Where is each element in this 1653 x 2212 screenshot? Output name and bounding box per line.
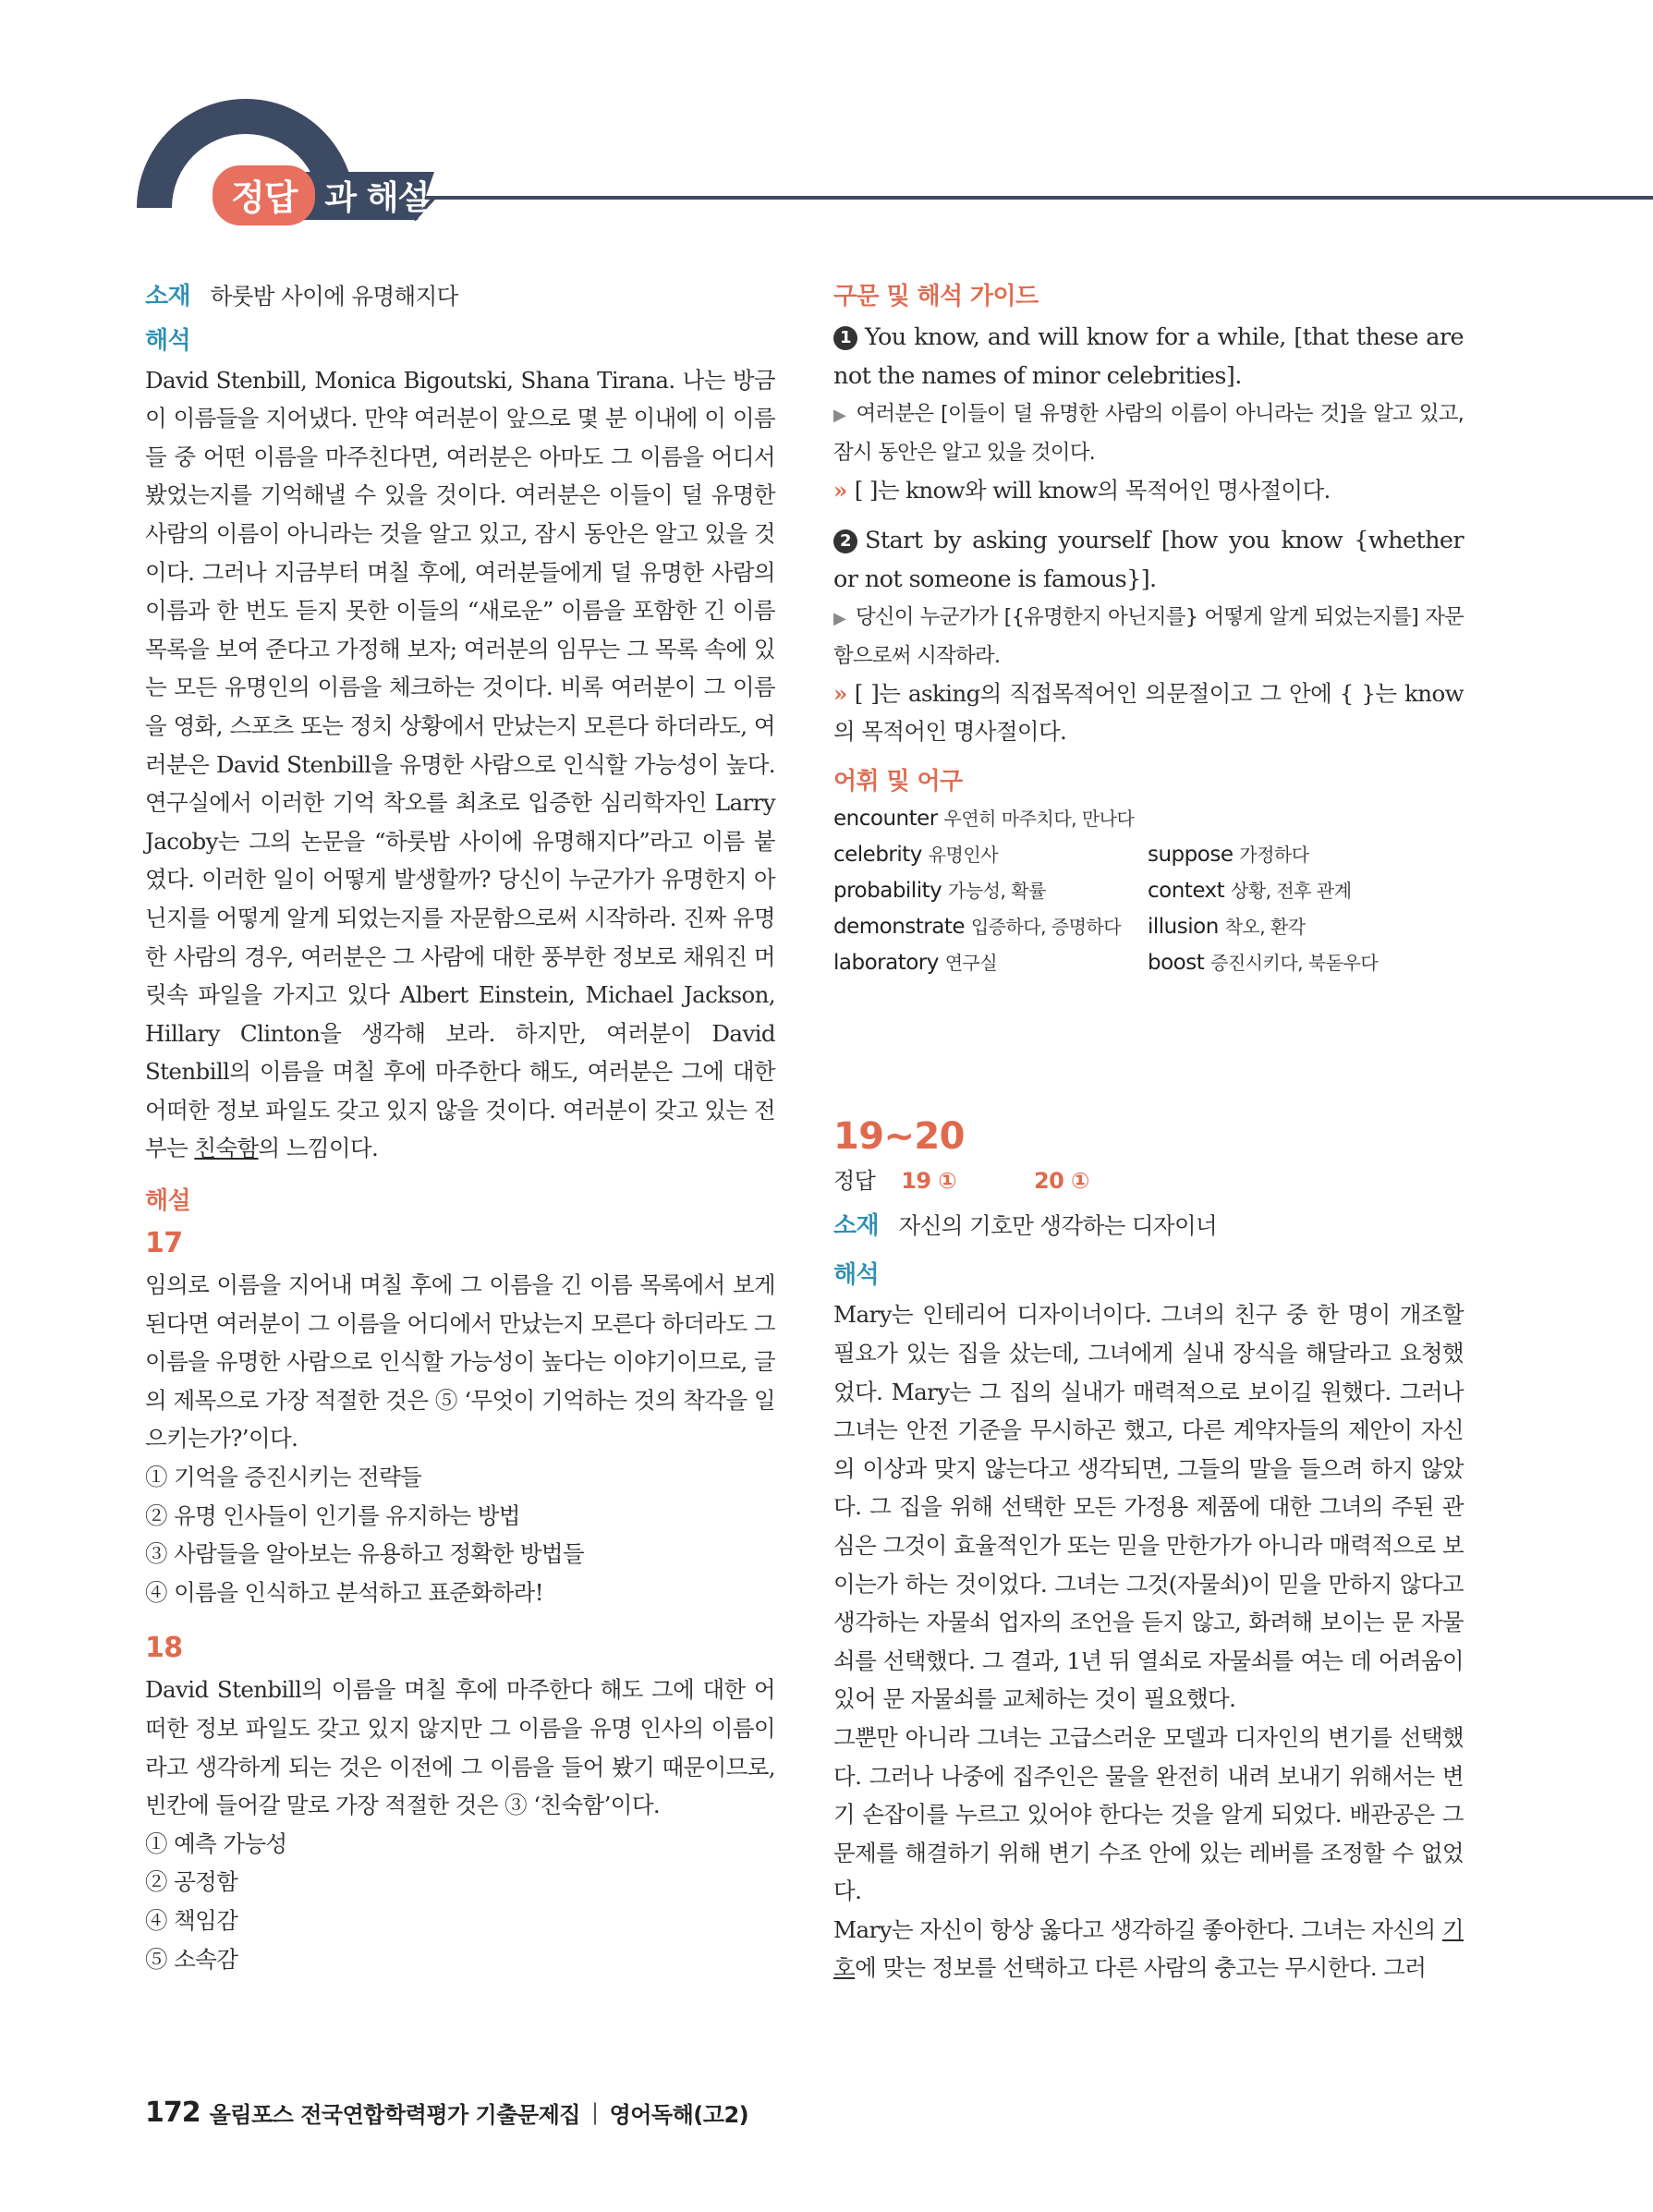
question-18-options [145, 1825, 775, 1978]
vocab-word: probability [833, 878, 942, 903]
subject-title: 영어독해(고2) [609, 2101, 749, 2128]
footer-divider: | [590, 2099, 599, 2125]
translation-end: 의 느낌이다. [258, 1135, 379, 1162]
question-17-explanation: 임의로 이름을 지어내 며칠 후에 그 이름을 긴 이름 목록에서 보게 된다면 여러분이 그 이름을 어디에서 만났는지 모른다 하더라도 그 이름을 유명한 사람으로 인식할 가능성이 높다는 이야기이므로, 글의 제목으로 가장 적절한 것은 ⑤ ‘무엇이 기억하는 것의 착각을 일으키는가?’이다. [145, 1271, 775, 1452]
vocab-meaning: 연구실 [944, 951, 998, 974]
vocab-meaning: 착오, 환각 [1224, 915, 1306, 938]
header-title-rest: 과 해설 [324, 178, 430, 217]
guide-1-note-text: [ ]는 know와 will know의 목적어인 명사절이다. [854, 477, 1331, 504]
vocab-meaning: 우연히 마주치다, 만나다 [943, 807, 1135, 830]
left-column [145, 277, 775, 1978]
page-header [0, 0, 1653, 240]
question-19-20-number: 19~20 [833, 1114, 965, 1158]
vocab-item [833, 837, 1148, 873]
right-column [833, 277, 1464, 1987]
guide-2-english [833, 521, 1464, 599]
translation-paragraph-1: Mary는 인테리어 디자이너이다. 그녀의 친구 중 한 명이 개조할 필요가 있는 집을 샀는데, 그녀에게 실내 장식을 해달라고 요청했었다. Mary는 그 집의 실내가 매력적으로 보이길 원했다. 그러나 그녀는 안전 기준을 무시하곤 했고, 다른 계약자들의 제안이 자신의 이상과 맞지 않는다고 생각되면, 그들의 말을 들으려 하지 않았다. 그 집을 위해 선택한 모든 가정용 제품에 대한 그녀의 주된 관심은 그것이 효율적인가 또는 믿을 만한가가 아니라 매력적으로 보이는가 하는 것이었다. 그녀는 그것(자물쇠)이 믿을 만하지 않다고 생각하는 자물쇠 업자의 조언을 듣지 않고, 화려해 보이는 문 자물쇠를 선택했다. 그 결과, 1년 뒤 열쇠로 자물쇠를 여는 데 어려움이 있어 문 자물쇠를 교체하는 것이 필요했다. [833, 1301, 1464, 1713]
underlined-word: 친숙함 [194, 1135, 259, 1162]
vocab-meaning: 증진시키다, 북돋우다 [1210, 951, 1379, 974]
topic-text: 하룻밤 사이에 유명해지다 [210, 283, 458, 310]
page-footer [145, 2094, 748, 2131]
vocab-word: celebrity [833, 842, 922, 867]
number-1-icon: 1 [833, 326, 857, 350]
vocab-item [1148, 873, 1462, 909]
vocab-item [1148, 945, 1462, 981]
guide-2-translation: 당신이 누군가가 [{유명한지 아닌지를} 어떻게 알게 되었는지를] 자문함으로써 시작하라. [833, 604, 1464, 668]
vocab-word: illusion [1148, 914, 1219, 939]
option-item: ⑤ 소속감 [145, 1945, 238, 1973]
triangle-icon: ▶ [833, 406, 847, 425]
vocab-title: 어휘 및 어구 [833, 767, 963, 796]
vocab-meaning: 가능성, 확률 [948, 879, 1046, 902]
question-17-number: 17 [145, 1227, 183, 1260]
vocab-meaning: 가정하다 [1239, 843, 1309, 866]
guide-item-1 [833, 318, 1464, 510]
vocab-item [833, 945, 1148, 981]
answer-20: 20 ① [1034, 1167, 1089, 1194]
translation-paragraph-3 [833, 1911, 1464, 1987]
option-item: ① 기억을 증진시키는 전략들 [145, 1464, 422, 1491]
guide-2-korean [833, 599, 1464, 675]
guide-2-note-text: [ ]는 asking의 직접목적어인 의문절이고 그 안에 { }는 know의 목적어인 명사절이다. [833, 679, 1464, 746]
answer-label: 정답 [833, 1167, 876, 1194]
vocab-list [833, 801, 1464, 981]
option-item: ③ 사람들을 알아보는 유용하고 정확한 방법들 [145, 1540, 585, 1568]
translation-label: 해석 [833, 1261, 880, 1290]
underlined-word: 기호 [833, 1915, 1464, 1982]
page-number: 172 [145, 2096, 201, 2129]
translation-paragraph-2: 그뿐만 아니라 그녀는 고급스러운 모델과 디자인의 변기를 선택했다. 그러나 나중에 집주인은 물을 완전히 내려 보내기 위해서는 변기 손잡이를 누르고 있어야 한다는 것을 알게 되었다. 배관공은 그 문제를 해결하기 위해 변기 수조 안에 있는 레버를 조정할 수 없었다. [833, 1723, 1464, 1905]
vocab-meaning: 입증하다, 증명하다 [970, 915, 1122, 938]
syntax-guide-title: 구문 및 해석 가이드 [833, 283, 1039, 310]
double-arrow-icon: » [833, 477, 847, 504]
guide-item-2 [833, 521, 1464, 751]
topic-line [145, 277, 775, 317]
topic-label: 소재 [833, 1211, 880, 1240]
paragraph-3-end: 에 맞는 정보를 선택하고 다른 사람의 충고는 무시한다. 그러 [855, 1954, 1427, 1982]
vocab-item [833, 801, 1462, 837]
option-item: ④ 책임감 [145, 1906, 238, 1934]
vocab-item [833, 873, 1148, 909]
question-18-explanation: David Stenbill의 이름을 며칠 후에 마주한다 해도 그에 대한 어떠한 정보 파일도 갖고 있지 않지만 그 이름을 유명 인사의 이름이라고 생각하게 되는 것은 이전에 그 이름을 들어 봤기 때문이므로, 빈칸에 들어갈 말로 가장 적절한 것은 ③ ‘친숙함’이다. [145, 1676, 775, 1819]
topic-line-19-20 [833, 1207, 1464, 1246]
number-2-icon: 2 [833, 529, 857, 553]
option-item: ④ 이름을 인식하고 분석하고 표준화하라! [145, 1578, 543, 1606]
topic-label: 소재 [145, 283, 191, 310]
vocab-item [1148, 909, 1462, 945]
vocab-word: laboratory [833, 950, 939, 975]
answer-row [833, 1162, 1464, 1199]
vocab-word: demonstrate [833, 914, 966, 939]
guide-1-sentence: You know, and will know for a while, [that these are not the names of minor celebrities]. [833, 323, 1464, 390]
question-18-number: 18 [145, 1632, 183, 1665]
vocab-word: suppose [1148, 842, 1234, 867]
triangle-icon: ▶ [833, 608, 846, 628]
book-title: 올림포스 전국연합학력평가 기출문제집 [209, 2101, 580, 2128]
vocab-word: boost [1148, 950, 1205, 975]
question-17-options [145, 1458, 775, 1611]
answer-badge: 정답 [213, 165, 315, 225]
guide-2-sentence: Start by asking yourself [how you know {whether or not someone is famous}]. [833, 526, 1464, 593]
answer-19: 19 ① [901, 1167, 956, 1194]
double-arrow-icon: » [833, 679, 847, 707]
vocab-item [833, 909, 1148, 945]
guide-2-note [833, 675, 1464, 751]
vocab-item [1148, 837, 1462, 873]
option-item: ② 공정함 [145, 1868, 238, 1896]
topic-text: 자신의 기호만 생각하는 디자이너 [898, 1211, 1218, 1239]
vocab-word: context [1148, 878, 1225, 903]
option-item: ② 유명 인사들이 인기를 유지하는 방법 [145, 1501, 520, 1529]
guide-1-translation: 여러분은 [이들이 덜 유명한 사람의 이름이 아니라는 것]을 알고 있고, 잠시 동안은 알고 있을 것이다. [833, 402, 1464, 465]
translation-text: David Stenbill, Monica Bigoutski, Shana Tirana. 나는 방금 이 이름들을 지어냈다. 만약 여러분이 앞으로 몇 분 이내에 이 이름들 중 어떤 이름을 마주친다면, 여러분은 아마도 그 이름을 어디서 봤었는지를 기억해낼 수 있을 것이다. 여러분은 이들이 덜 유명한 사람의 이름이 아니라는 것을 알고 있고, 잠시 동안은 알고 있을 것이다. 그러나 지금부터 며칠 후에, 여러분들에게 덜 유명한 사람의 이름과 한 번도 듣지 못한 이들의 “새로운” 이름을 포함한 긴 이름 목록을 보여 준다고 가정해 보자; 여러분의 임무는 그 목록 속에 있는 모든 유명인의 이름을 체크하는 것이다. 비록 여러분이 그 이름을 영화, 스포츠 또는 정치 상황에서 만났는지 모른다 하더라도, 여러분은 David Stenbill을 유명한 사람으로 인식할 가능성이 높다. 연구실에서 이러한 기억 착오를 최초로 입증한 심리학자인 Larry Jacoby는 그의 논문을 “하룻밤 사이에 유명해지다”라고 이름 붙였다. 이러한 일이 어떻게 발생할까? 당신이 누군가가 유명한지 아닌지를 어떻게 알게 되었는지를 자문함으로써 시작하라. 진짜 유명한 사람의 경우, 여러분은 그 사람에 대한 풍부한 정보로 채워진 머릿속 파일을 가지고 있다 Albert Einstein, Michael Jackson, Hillary Clinton을 생각해 보라. 하지만, 여러분이 David Stenbill의 이름을 며칠 후에 마주한다 해도, 여러분은 그에 대한 어떠한 정보 파일도 갖고 있지 않을 것이다. 여러분이 갖고 있는 전부는 [145, 366, 775, 1162]
paragraph-3-start: Mary는 자신이 항상 옳다고 생각하길 좋아한다. 그녀는 자신의 [833, 1915, 1442, 1943]
vocab-meaning: 상황, 전후 관계 [1231, 879, 1352, 902]
vocab-word: encounter [833, 806, 938, 831]
guide-1-note [833, 471, 1464, 510]
vocab-meaning: 유명인사 [928, 843, 999, 866]
guide-1-english [833, 318, 1464, 395]
explanation-label: 해설 [145, 1187, 191, 1216]
translation-paragraph [145, 361, 775, 1168]
guide-1-korean [833, 395, 1464, 471]
header-title [213, 167, 429, 223]
option-item: ① 예측 가능성 [145, 1829, 287, 1857]
translation-label: 해석 [145, 326, 191, 355]
